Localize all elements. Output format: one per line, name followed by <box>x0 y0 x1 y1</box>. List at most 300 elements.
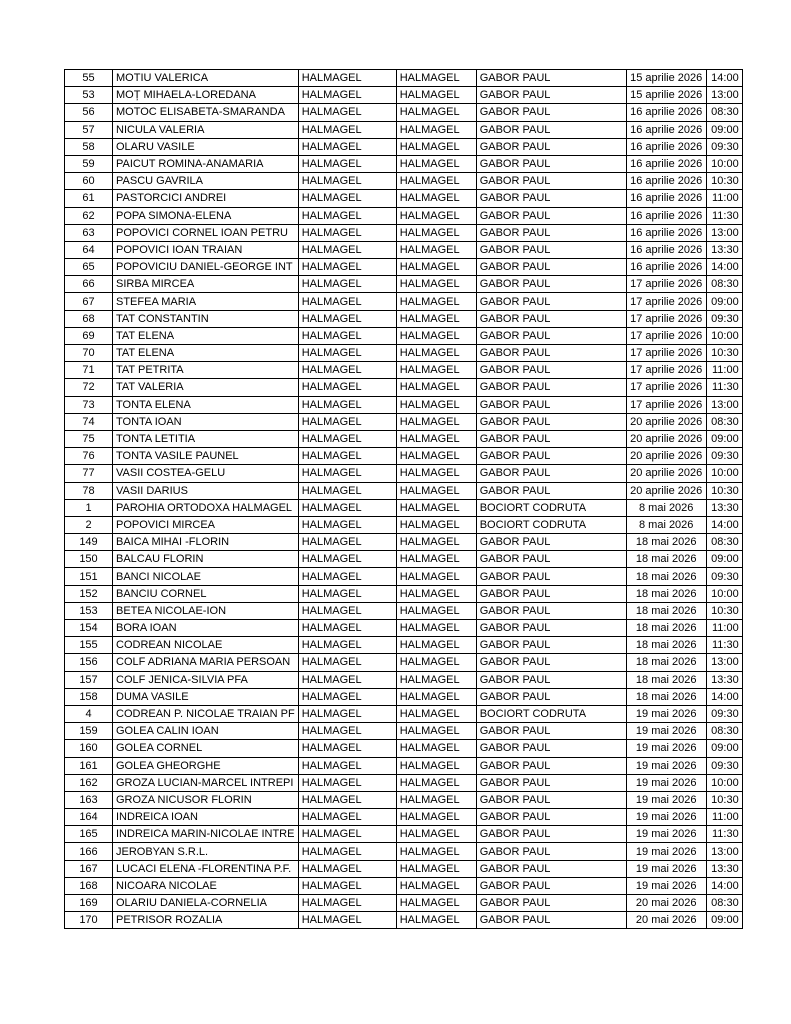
appointment-date-cell: 19 mai 2026 <box>626 723 706 740</box>
appointment-date-cell: 19 mai 2026 <box>626 877 706 894</box>
locality-cell: HALMAGEL <box>298 877 396 894</box>
inspector-cell: GABOR PAUL <box>476 671 626 688</box>
uat-cell: HALMAGEL <box>396 138 476 155</box>
appointment-date-cell: 15 aprilie 2026 <box>626 87 706 104</box>
row-number-cell: 71 <box>65 362 113 379</box>
inspector-cell: GABOR PAUL <box>476 637 626 654</box>
inspector-cell: GABOR PAUL <box>476 482 626 499</box>
owner-name-cell: TONTA IOAN <box>113 413 299 430</box>
table-row <box>65 241 743 258</box>
table-row <box>65 551 743 568</box>
locality-cell: HALMAGEL <box>298 826 396 843</box>
uat-cell: HALMAGEL <box>396 568 476 585</box>
owner-name-cell: NICULA VALERIA <box>113 121 299 138</box>
row-number-cell: 74 <box>65 413 113 430</box>
uat-cell: HALMAGEL <box>396 430 476 447</box>
table-row <box>65 121 743 138</box>
owner-name-cell: GOLEA GHEORGHE <box>113 757 299 774</box>
table-row <box>65 259 743 276</box>
owner-name-cell: POPOVICI MIRCEA <box>113 516 299 533</box>
inspector-cell: BOCIORT CODRUTA <box>476 516 626 533</box>
inspector-cell: GABOR PAUL <box>476 259 626 276</box>
row-number-cell: 64 <box>65 241 113 258</box>
row-number-cell: 62 <box>65 207 113 224</box>
appointment-time-cell: 13:00 <box>706 654 742 671</box>
row-number-cell: 72 <box>65 379 113 396</box>
table-row <box>65 207 743 224</box>
inspector-cell: GABOR PAUL <box>476 396 626 413</box>
owner-name-cell: GROZA NICUSOR FLORIN <box>113 791 299 808</box>
appointment-date-cell: 17 aprilie 2026 <box>626 379 706 396</box>
appointment-time-cell: 09:00 <box>706 121 742 138</box>
appointment-time-cell: 13:00 <box>706 843 742 860</box>
appointment-time-cell: 09:30 <box>706 757 742 774</box>
inspector-cell: GABOR PAUL <box>476 826 626 843</box>
owner-name-cell: TAT ELENA <box>113 345 299 362</box>
appointment-date-cell: 18 mai 2026 <box>626 671 706 688</box>
appointment-date-cell: 19 mai 2026 <box>626 774 706 791</box>
uat-cell: HALMAGEL <box>396 654 476 671</box>
table-row <box>65 757 743 774</box>
row-number-cell: 60 <box>65 173 113 190</box>
row-number-cell: 162 <box>65 774 113 791</box>
owner-name-cell: TAT PETRITA <box>113 362 299 379</box>
uat-cell: HALMAGEL <box>396 345 476 362</box>
uat-cell: HALMAGEL <box>396 843 476 860</box>
uat-cell: HALMAGEL <box>396 241 476 258</box>
inspector-cell: GABOR PAUL <box>476 774 626 791</box>
row-number-cell: 166 <box>65 843 113 860</box>
appointment-time-cell: 14:00 <box>706 688 742 705</box>
row-number-cell: 77 <box>65 465 113 482</box>
row-number-cell: 78 <box>65 482 113 499</box>
table-row <box>65 912 743 929</box>
appointment-date-cell: 19 mai 2026 <box>626 843 706 860</box>
uat-cell: HALMAGEL <box>396 637 476 654</box>
row-number-cell: 67 <box>65 293 113 310</box>
uat-cell: HALMAGEL <box>396 912 476 929</box>
table-row <box>65 620 743 637</box>
appointment-time-cell: 10:00 <box>706 774 742 791</box>
appointment-date-cell: 18 mai 2026 <box>626 602 706 619</box>
owner-name-cell: POPA SIMONA-ELENA <box>113 207 299 224</box>
uat-cell: HALMAGEL <box>396 723 476 740</box>
uat-cell: HALMAGEL <box>396 259 476 276</box>
locality-cell: HALMAGEL <box>298 327 396 344</box>
appointment-time-cell: 09:00 <box>706 740 742 757</box>
row-number-cell: 65 <box>65 259 113 276</box>
uat-cell: HALMAGEL <box>396 70 476 87</box>
row-number-cell: 4 <box>65 705 113 722</box>
appointment-time-cell: 13:00 <box>706 87 742 104</box>
row-number-cell: 56 <box>65 104 113 121</box>
row-number-cell: 59 <box>65 155 113 172</box>
owner-name-cell: SIRBA MIRCEA <box>113 276 299 293</box>
uat-cell: HALMAGEL <box>396 551 476 568</box>
appointment-time-cell: 09:30 <box>706 138 742 155</box>
table-row <box>65 190 743 207</box>
uat-cell: HALMAGEL <box>396 293 476 310</box>
appointment-time-cell: 14:00 <box>706 877 742 894</box>
appointment-time-cell: 08:30 <box>706 276 742 293</box>
appointment-date-cell: 19 mai 2026 <box>626 826 706 843</box>
inspector-cell: GABOR PAUL <box>476 87 626 104</box>
appointment-time-cell: 10:00 <box>706 585 742 602</box>
appointment-date-cell: 18 mai 2026 <box>626 654 706 671</box>
owner-name-cell: INDREICA IOAN <box>113 809 299 826</box>
table-row <box>65 499 743 516</box>
inspector-cell: GABOR PAUL <box>476 791 626 808</box>
owner-name-cell: TAT VALERIA <box>113 379 299 396</box>
row-number-cell: 163 <box>65 791 113 808</box>
inspector-cell: BOCIORT CODRUTA <box>476 705 626 722</box>
table-row <box>65 740 743 757</box>
appointment-date-cell: 16 aprilie 2026 <box>626 190 706 207</box>
row-number-cell: 164 <box>65 809 113 826</box>
uat-cell: HALMAGEL <box>396 791 476 808</box>
owner-name-cell: JEROBYAN S.R.L. <box>113 843 299 860</box>
row-number-cell: 170 <box>65 912 113 929</box>
schedule-table <box>64 69 743 929</box>
row-number-cell: 152 <box>65 585 113 602</box>
owner-name-cell: OLARU VASILE <box>113 138 299 155</box>
appointment-date-cell: 18 mai 2026 <box>626 534 706 551</box>
uat-cell: HALMAGEL <box>396 155 476 172</box>
appointment-time-cell: 14:00 <box>706 259 742 276</box>
inspector-cell: GABOR PAUL <box>476 327 626 344</box>
appointment-time-cell: 11:30 <box>706 207 742 224</box>
owner-name-cell: CODREAN NICOLAE <box>113 637 299 654</box>
locality-cell: HALMAGEL <box>298 259 396 276</box>
owner-name-cell: VASII COSTEA-GELU <box>113 465 299 482</box>
uat-cell: HALMAGEL <box>396 190 476 207</box>
appointment-time-cell: 09:00 <box>706 293 742 310</box>
schedule-table-body <box>65 70 743 929</box>
uat-cell: HALMAGEL <box>396 327 476 344</box>
locality-cell: HALMAGEL <box>298 602 396 619</box>
owner-name-cell: BALCAU FLORIN <box>113 551 299 568</box>
inspector-cell: GABOR PAUL <box>476 413 626 430</box>
inspector-cell: GABOR PAUL <box>476 465 626 482</box>
locality-cell: HALMAGEL <box>298 740 396 757</box>
appointment-date-cell: 8 mai 2026 <box>626 499 706 516</box>
locality-cell: HALMAGEL <box>298 791 396 808</box>
appointment-date-cell: 17 aprilie 2026 <box>626 293 706 310</box>
uat-cell: HALMAGEL <box>396 620 476 637</box>
appointment-date-cell: 17 aprilie 2026 <box>626 345 706 362</box>
row-number-cell: 73 <box>65 396 113 413</box>
row-number-cell: 149 <box>65 534 113 551</box>
owner-name-cell: TAT CONSTANTIN <box>113 310 299 327</box>
inspector-cell: GABOR PAUL <box>476 620 626 637</box>
appointment-time-cell: 08:30 <box>706 104 742 121</box>
uat-cell: HALMAGEL <box>396 448 476 465</box>
row-number-cell: 57 <box>65 121 113 138</box>
locality-cell: HALMAGEL <box>298 345 396 362</box>
appointment-date-cell: 19 mai 2026 <box>626 860 706 877</box>
locality-cell: HALMAGEL <box>298 843 396 860</box>
row-number-cell: 156 <box>65 654 113 671</box>
appointment-date-cell: 17 aprilie 2026 <box>626 396 706 413</box>
appointment-date-cell: 16 aprilie 2026 <box>626 173 706 190</box>
row-number-cell: 2 <box>65 516 113 533</box>
locality-cell: HALMAGEL <box>298 224 396 241</box>
appointment-date-cell: 20 aprilie 2026 <box>626 448 706 465</box>
inspector-cell: GABOR PAUL <box>476 207 626 224</box>
table-row <box>65 671 743 688</box>
uat-cell: HALMAGEL <box>396 534 476 551</box>
table-row <box>65 362 743 379</box>
appointment-time-cell: 13:00 <box>706 396 742 413</box>
inspector-cell: GABOR PAUL <box>476 585 626 602</box>
owner-name-cell: BORA IOAN <box>113 620 299 637</box>
table-row <box>65 809 743 826</box>
locality-cell: HALMAGEL <box>298 568 396 585</box>
uat-cell: HALMAGEL <box>396 413 476 430</box>
appointment-date-cell: 18 mai 2026 <box>626 585 706 602</box>
locality-cell: HALMAGEL <box>298 430 396 447</box>
appointment-time-cell: 11:00 <box>706 190 742 207</box>
inspector-cell: GABOR PAUL <box>476 912 626 929</box>
appointment-time-cell: 10:00 <box>706 465 742 482</box>
table-row <box>65 293 743 310</box>
locality-cell: HALMAGEL <box>298 895 396 912</box>
table-row <box>65 173 743 190</box>
table-row <box>65 774 743 791</box>
uat-cell: HALMAGEL <box>396 774 476 791</box>
uat-cell: HALMAGEL <box>396 499 476 516</box>
appointment-time-cell: 08:30 <box>706 413 742 430</box>
locality-cell: HALMAGEL <box>298 448 396 465</box>
appointment-time-cell: 10:00 <box>706 327 742 344</box>
locality-cell: HALMAGEL <box>298 155 396 172</box>
uat-cell: HALMAGEL <box>396 671 476 688</box>
locality-cell: HALMAGEL <box>298 671 396 688</box>
table-row <box>65 310 743 327</box>
row-number-cell: 169 <box>65 895 113 912</box>
row-number-cell: 168 <box>65 877 113 894</box>
uat-cell: HALMAGEL <box>396 809 476 826</box>
row-number-cell: 165 <box>65 826 113 843</box>
locality-cell: HALMAGEL <box>298 190 396 207</box>
uat-cell: HALMAGEL <box>396 207 476 224</box>
appointment-date-cell: 16 aprilie 2026 <box>626 207 706 224</box>
uat-cell: HALMAGEL <box>396 224 476 241</box>
uat-cell: HALMAGEL <box>396 465 476 482</box>
appointment-date-cell: 16 aprilie 2026 <box>626 259 706 276</box>
appointment-time-cell: 10:00 <box>706 155 742 172</box>
inspector-cell: GABOR PAUL <box>476 877 626 894</box>
owner-name-cell: BANCIU CORNEL <box>113 585 299 602</box>
row-number-cell: 66 <box>65 276 113 293</box>
appointment-date-cell: 16 aprilie 2026 <box>626 224 706 241</box>
appointment-date-cell: 20 aprilie 2026 <box>626 413 706 430</box>
owner-name-cell: PASTORCICI ANDREI <box>113 190 299 207</box>
uat-cell: HALMAGEL <box>396 104 476 121</box>
appointment-date-cell: 16 aprilie 2026 <box>626 138 706 155</box>
locality-cell: HALMAGEL <box>298 705 396 722</box>
row-number-cell: 61 <box>65 190 113 207</box>
row-number-cell: 161 <box>65 757 113 774</box>
table-row <box>65 345 743 362</box>
owner-name-cell: MOTIU VALERICA <box>113 70 299 87</box>
locality-cell: HALMAGEL <box>298 379 396 396</box>
appointment-time-cell: 08:30 <box>706 895 742 912</box>
appointment-time-cell: 08:30 <box>706 534 742 551</box>
appointment-date-cell: 17 aprilie 2026 <box>626 310 706 327</box>
appointment-time-cell: 11:00 <box>706 362 742 379</box>
table-row <box>65 87 743 104</box>
owner-name-cell: COLF JENICA-SILVIA PFA <box>113 671 299 688</box>
locality-cell: HALMAGEL <box>298 104 396 121</box>
owner-name-cell: POPOVICIU DANIEL-GEORGE INT <box>113 259 299 276</box>
inspector-cell: GABOR PAUL <box>476 173 626 190</box>
appointment-time-cell: 11:30 <box>706 379 742 396</box>
appointment-time-cell: 10:30 <box>706 345 742 362</box>
locality-cell: HALMAGEL <box>298 757 396 774</box>
row-number-cell: 69 <box>65 327 113 344</box>
locality-cell: HALMAGEL <box>298 293 396 310</box>
appointment-date-cell: 17 aprilie 2026 <box>626 276 706 293</box>
table-row <box>65 465 743 482</box>
appointment-date-cell: 20 aprilie 2026 <box>626 430 706 447</box>
appointment-date-cell: 17 aprilie 2026 <box>626 362 706 379</box>
appointment-date-cell: 18 mai 2026 <box>626 551 706 568</box>
owner-name-cell: POPOVICI CORNEL IOAN PETRU <box>113 224 299 241</box>
appointment-date-cell: 8 mai 2026 <box>626 516 706 533</box>
owner-name-cell: TONTA LETITIA <box>113 430 299 447</box>
appointment-time-cell: 13:30 <box>706 499 742 516</box>
appointment-time-cell: 11:00 <box>706 809 742 826</box>
table-row <box>65 705 743 722</box>
uat-cell: HALMAGEL <box>396 585 476 602</box>
appointment-date-cell: 19 mai 2026 <box>626 705 706 722</box>
uat-cell: HALMAGEL <box>396 895 476 912</box>
table-row <box>65 224 743 241</box>
owner-name-cell: PAICUT ROMINA-ANAMARIA <box>113 155 299 172</box>
locality-cell: HALMAGEL <box>298 723 396 740</box>
appointment-time-cell: 09:00 <box>706 551 742 568</box>
owner-name-cell: TAT ELENA <box>113 327 299 344</box>
owner-name-cell: BANCI NICOLAE <box>113 568 299 585</box>
table-row <box>65 585 743 602</box>
row-number-cell: 155 <box>65 637 113 654</box>
inspector-cell: GABOR PAUL <box>476 70 626 87</box>
table-row <box>65 826 743 843</box>
row-number-cell: 75 <box>65 430 113 447</box>
inspector-cell: GABOR PAUL <box>476 809 626 826</box>
row-number-cell: 154 <box>65 620 113 637</box>
row-number-cell: 153 <box>65 602 113 619</box>
locality-cell: HALMAGEL <box>298 551 396 568</box>
inspector-cell: GABOR PAUL <box>476 602 626 619</box>
appointment-time-cell: 10:30 <box>706 173 742 190</box>
appointment-date-cell: 20 mai 2026 <box>626 895 706 912</box>
locality-cell: HALMAGEL <box>298 620 396 637</box>
table-row <box>65 534 743 551</box>
table-row <box>65 516 743 533</box>
owner-name-cell: PAROHIA ORTODOXA HALMAGEL <box>113 499 299 516</box>
inspector-cell: GABOR PAUL <box>476 534 626 551</box>
table-row <box>65 568 743 585</box>
appointment-time-cell: 09:30 <box>706 705 742 722</box>
appointment-date-cell: 18 mai 2026 <box>626 688 706 705</box>
inspector-cell: GABOR PAUL <box>476 688 626 705</box>
appointment-date-cell: 17 aprilie 2026 <box>626 327 706 344</box>
appointment-date-cell: 16 aprilie 2026 <box>626 155 706 172</box>
appointment-time-cell: 08:30 <box>706 723 742 740</box>
table-row <box>65 396 743 413</box>
inspector-cell: GABOR PAUL <box>476 224 626 241</box>
owner-name-cell: GOLEA CALIN IOAN <box>113 723 299 740</box>
inspector-cell: GABOR PAUL <box>476 723 626 740</box>
table-row <box>65 70 743 87</box>
uat-cell: HALMAGEL <box>396 362 476 379</box>
locality-cell: HALMAGEL <box>298 774 396 791</box>
row-number-cell: 160 <box>65 740 113 757</box>
appointment-date-cell: 18 mai 2026 <box>626 568 706 585</box>
locality-cell: HALMAGEL <box>298 637 396 654</box>
table-row <box>65 860 743 877</box>
row-number-cell: 158 <box>65 688 113 705</box>
table-row <box>65 791 743 808</box>
row-number-cell: 159 <box>65 723 113 740</box>
owner-name-cell: BAICA MIHAI -FLORIN <box>113 534 299 551</box>
row-number-cell: 53 <box>65 87 113 104</box>
uat-cell: HALMAGEL <box>396 276 476 293</box>
uat-cell: HALMAGEL <box>396 740 476 757</box>
appointment-date-cell: 19 mai 2026 <box>626 757 706 774</box>
appointment-time-cell: 10:30 <box>706 602 742 619</box>
table-row <box>65 138 743 155</box>
appointment-time-cell: 09:30 <box>706 310 742 327</box>
owner-name-cell: PASCU GAVRILA <box>113 173 299 190</box>
table-row <box>65 602 743 619</box>
owner-name-cell: POPOVICI IOAN TRAIAN <box>113 241 299 258</box>
table-row <box>65 482 743 499</box>
owner-name-cell: BETEA NICOLAE-ION <box>113 602 299 619</box>
inspector-cell: GABOR PAUL <box>476 310 626 327</box>
table-row <box>65 413 743 430</box>
row-number-cell: 157 <box>65 671 113 688</box>
owner-name-cell: VASII DARIUS <box>113 482 299 499</box>
locality-cell: HALMAGEL <box>298 860 396 877</box>
inspector-cell: GABOR PAUL <box>476 104 626 121</box>
locality-cell: HALMAGEL <box>298 70 396 87</box>
appointment-date-cell: 20 aprilie 2026 <box>626 465 706 482</box>
locality-cell: HALMAGEL <box>298 482 396 499</box>
appointment-time-cell: 09:30 <box>706 448 742 465</box>
locality-cell: HALMAGEL <box>298 173 396 190</box>
inspector-cell: GABOR PAUL <box>476 155 626 172</box>
inspector-cell: GABOR PAUL <box>476 448 626 465</box>
locality-cell: HALMAGEL <box>298 654 396 671</box>
appointment-time-cell: 09:00 <box>706 430 742 447</box>
row-number-cell: 1 <box>65 499 113 516</box>
locality-cell: HALMAGEL <box>298 465 396 482</box>
table-row <box>65 877 743 894</box>
uat-cell: HALMAGEL <box>396 310 476 327</box>
table-row <box>65 843 743 860</box>
owner-name-cell: TONTA VASILE PAUNEL <box>113 448 299 465</box>
appointment-date-cell: 18 mai 2026 <box>626 620 706 637</box>
appointment-date-cell: 18 mai 2026 <box>626 637 706 654</box>
appointment-time-cell: 13:30 <box>706 241 742 258</box>
owner-name-cell: COLF ADRIANA MARIA PERSOAN <box>113 654 299 671</box>
locality-cell: HALMAGEL <box>298 534 396 551</box>
inspector-cell: GABOR PAUL <box>476 138 626 155</box>
appointment-time-cell: 14:00 <box>706 516 742 533</box>
